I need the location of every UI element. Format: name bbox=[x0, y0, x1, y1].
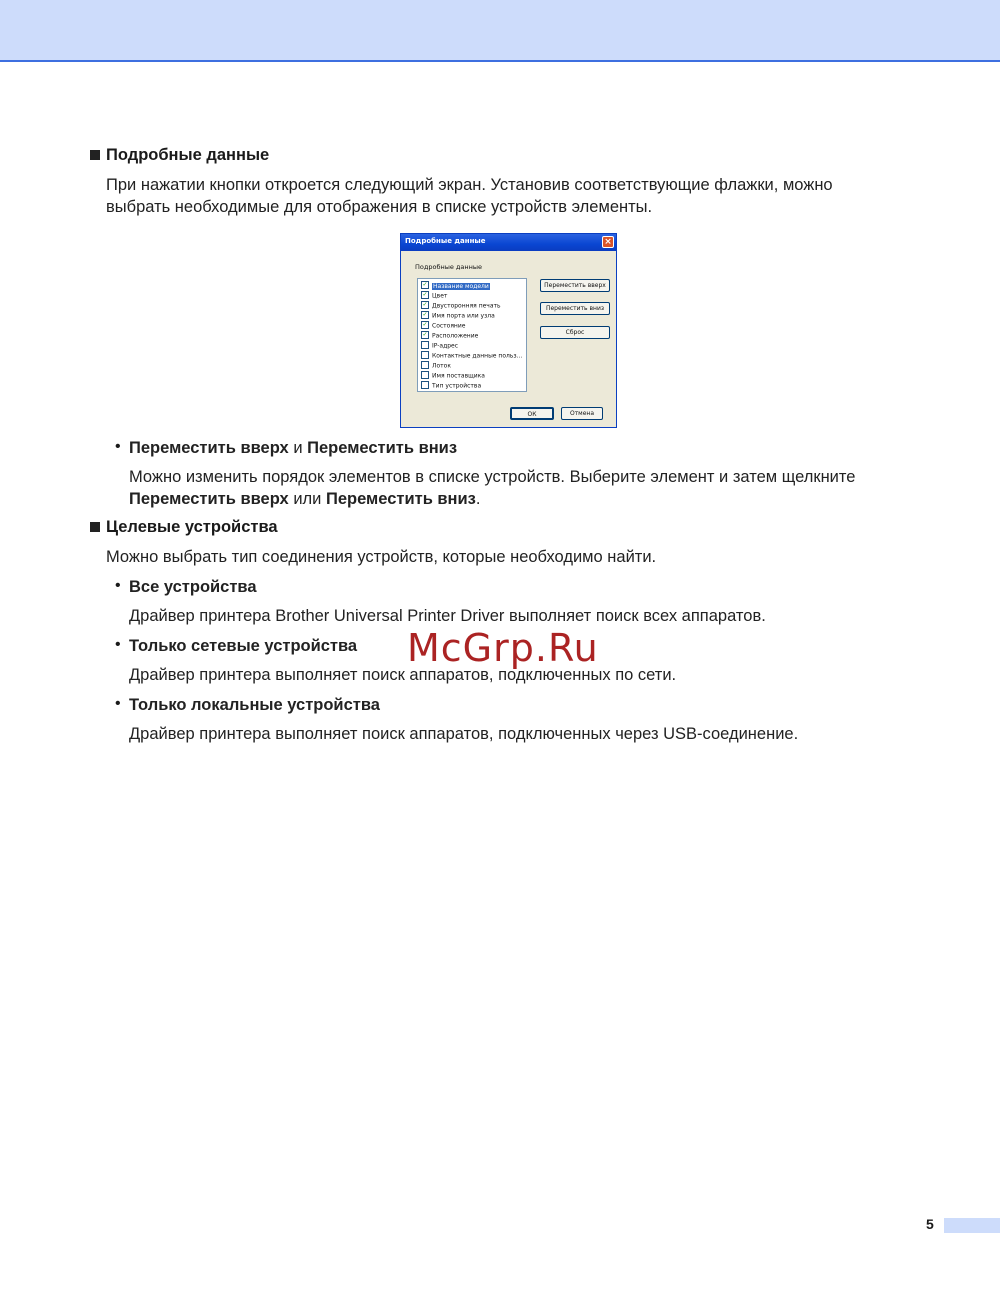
dialog-titlebar bbox=[401, 234, 616, 251]
bullet-icon: • bbox=[115, 695, 121, 712]
term-move-up: Переместить вверх bbox=[129, 490, 289, 508]
checkbox-empty-icon[interactable] bbox=[421, 371, 429, 379]
move-up-button[interactable]: Переместить вверх bbox=[540, 279, 610, 292]
term-move-down: Переместить вниз bbox=[325, 490, 476, 508]
section-heading-target-devices: Целевые устройства bbox=[106, 518, 278, 536]
reset-button[interactable]: Сброс bbox=[540, 326, 610, 339]
checkbox-checked-icon[interactable]: ✓ bbox=[422, 291, 428, 298]
section-heading-details: Подробные данные bbox=[106, 146, 270, 164]
checkbox-checked-icon[interactable]: ✓ bbox=[422, 311, 428, 318]
checkbox-checked-icon[interactable]: ✓ bbox=[422, 321, 428, 328]
term-move-up: Переместить вверх bbox=[129, 439, 289, 457]
header-band bbox=[0, 0, 1000, 62]
option-desc-local: Драйвер принтера выполняет поиск аппаратов, подключенных через USB-соединение. bbox=[129, 725, 799, 743]
option-title-network: Только сетевые устройства bbox=[129, 637, 358, 655]
list-item[interactable]: Тип устройства bbox=[421, 382, 481, 391]
list-item[interactable]: ✓ Двусторонняя печать bbox=[422, 301, 501, 310]
term-move-down: Переместить вниз bbox=[307, 439, 458, 457]
cancel-button[interactable]: Отмена bbox=[561, 407, 603, 420]
details-listbox[interactable] bbox=[417, 278, 527, 392]
paragraph-line bbox=[129, 488, 480, 510]
conjunction: и bbox=[288, 439, 308, 457]
checkbox-empty-icon[interactable] bbox=[421, 361, 429, 369]
list-item[interactable]: ✓ Цвет bbox=[422, 291, 448, 300]
option-title-local: Только локальные устройства bbox=[129, 696, 380, 714]
option-desc-all: Драйвер принтера Brother Universal Printer Driver выполняет поиск всех аппаратов. bbox=[129, 607, 766, 625]
details-dialog bbox=[400, 233, 617, 428]
section-bullet-icon bbox=[90, 150, 100, 160]
dialog-title: Подробные данные bbox=[405, 237, 486, 245]
bullet-icon: • bbox=[115, 577, 121, 594]
checkbox-checked-icon[interactable]: ✓ bbox=[422, 331, 428, 338]
checkbox-checked-icon[interactable]: ✓ bbox=[422, 301, 428, 308]
checkbox-empty-icon[interactable] bbox=[421, 341, 429, 349]
move-down-button[interactable]: Переместить вниз bbox=[540, 302, 610, 315]
conjunction: или bbox=[288, 490, 326, 508]
bullet-icon: • bbox=[115, 438, 121, 455]
subheading-move bbox=[129, 437, 457, 459]
paragraph-line: Можно изменить порядок элементов в списке устройств. Выберите элемент и затем щелкните bbox=[129, 468, 856, 486]
watermark: McGrp.Ru bbox=[407, 626, 599, 670]
page-number: 5 bbox=[926, 1216, 934, 1232]
checkbox-empty-icon[interactable] bbox=[421, 351, 429, 359]
list-item[interactable]: Контактные данные польз... bbox=[421, 352, 522, 361]
page-number-bar bbox=[944, 1218, 1000, 1233]
section-bullet-icon bbox=[90, 522, 100, 532]
checkbox-empty-icon[interactable] bbox=[421, 381, 429, 389]
group-label: Подробные данные bbox=[415, 263, 483, 271]
ok-button[interactable]: ОК bbox=[510, 407, 554, 420]
list-item[interactable]: Имя поставщика bbox=[421, 372, 485, 381]
close-icon[interactable]: × bbox=[602, 236, 614, 248]
list-item[interactable]: IP-адрес bbox=[421, 342, 458, 351]
paragraph-line: При нажатии кнопки откроется следующий экран. Установив соответствующие флажки, можно bbox=[106, 176, 833, 194]
list-item[interactable]: ✓ Имя порта или узла bbox=[422, 311, 495, 320]
paragraph-line: Можно выбрать тип соединения устройств, которые необходимо найти. bbox=[106, 548, 657, 566]
list-item[interactable]: ✓ Расположение bbox=[422, 331, 479, 340]
period: . bbox=[475, 490, 481, 508]
bullet-icon: • bbox=[115, 636, 121, 653]
list-item[interactable]: ✓ Состояние bbox=[422, 321, 466, 330]
list-item[interactable]: Лоток bbox=[421, 362, 451, 371]
list-item[interactable]: ✓ Название модели bbox=[422, 281, 489, 290]
paragraph-line: выбрать необходимые для отображения в списке устройств элементы. bbox=[106, 198, 653, 216]
option-title-all: Все устройства bbox=[129, 578, 257, 596]
checkbox-checked-icon[interactable]: ✓ bbox=[422, 281, 428, 288]
option-desc-network: Драйвер принтера выполняет поиск аппаратов, подключенных по сети. bbox=[129, 666, 677, 684]
